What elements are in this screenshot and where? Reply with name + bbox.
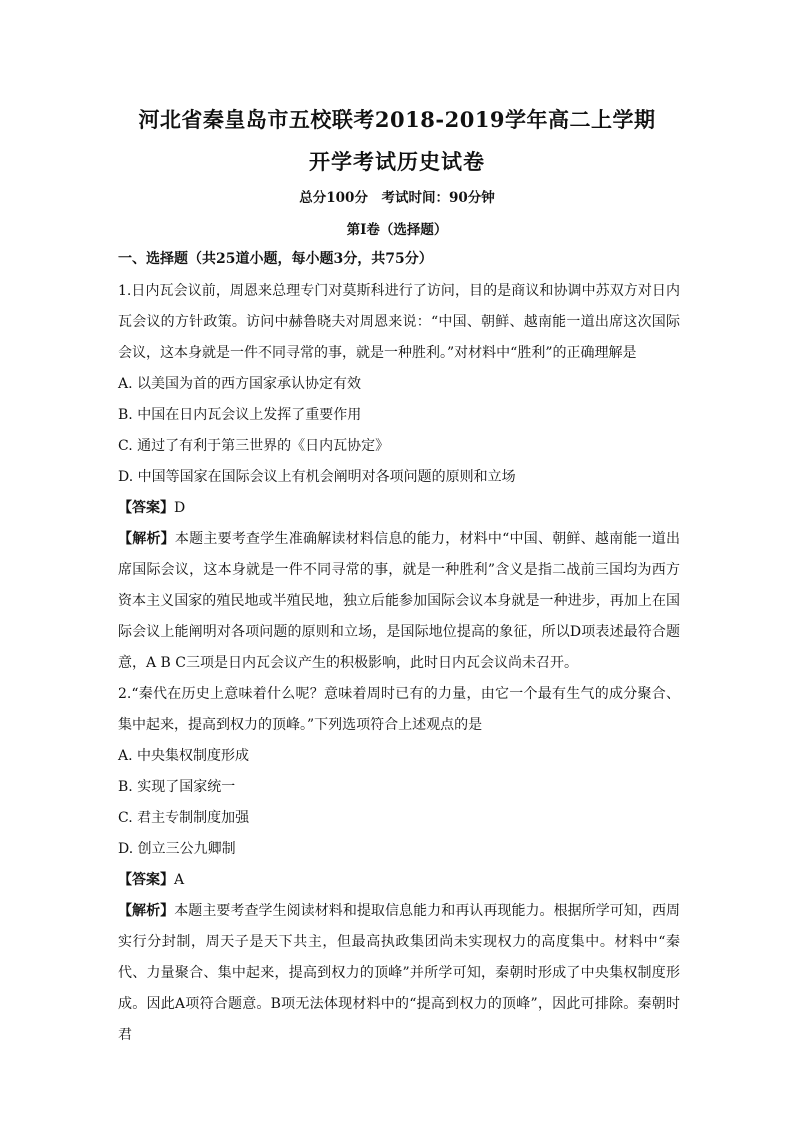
analysis-paragraph <box>118 524 680 679</box>
option-a: A. 以美国为首的西方国家承认协定有效 <box>118 376 362 392</box>
analysis-text: 本题主要考查学生阅读材料和提取信息能力和再认再现能力。根据所学可知，西周实行分封制，周天子是天下共主，但最高执政集团尚未实现权力的高度集中。材料中“秦代、力量聚合、集中起来，提高到权力的顶峰”并所学可知，秦朝时形成了中央集权制度形成。因此A项符合题意。B项无法体现材料中的“提高到权力的顶峰”，因此可排除。秦朝时君 <box>118 903 681 1043</box>
exam-meta: 总分100分 考试时间：90分钟 <box>299 190 495 206</box>
question-list <box>118 276 680 1051</box>
exam-title-line2: 开学考试历史试卷 <box>309 149 485 174</box>
answer-label: 【答案】 <box>118 500 174 516</box>
option-c: C. 君主专制制度加强 <box>118 810 250 826</box>
answer-line <box>118 865 680 896</box>
option-b: B. 实现了国家统一 <box>118 779 236 795</box>
option-b: B. 中国在日内瓦会议上发挥了重要作用 <box>118 407 362 423</box>
answer-value: A <box>174 872 185 888</box>
option-c: C. 通过了有利于第三世界的《日内瓦协定》 <box>118 438 390 454</box>
volume-heading: 第I卷（选择题） <box>346 222 448 238</box>
answer-value: D <box>174 500 186 516</box>
question-stem: 2.“秦代在历史上意味着什么呢？意味着周时已有的力量，由它一个最有生气的成分聚合、集中起来，提高到权力的顶峰。”下列选项符合上述观点的是 <box>118 686 680 733</box>
section-heading: 一、选择题（共25道小题，每小题3分，共75分） <box>118 251 433 267</box>
answer-line <box>118 493 680 524</box>
analysis-label: 【解析】 <box>118 531 175 547</box>
option-a: A. 中央集权制度形成 <box>118 748 250 764</box>
question-stem: 1.日内瓦会议前，周恩来总理专门对莫斯科进行了访问，目的是商议和协调中苏双方对日内瓦会议的方针政策。访问中赫鲁晓夫对周恩来说：“中国、朝鲜、越南能一道出席这次国际会议，这本身就是一件不同寻常的事，就是一种胜利。”对材料中“胜利”的正确理解是 <box>118 283 680 361</box>
analysis-label: 【解析】 <box>118 903 175 919</box>
option-d: D. 中国等国家在国际会议上有机会阐明对各项问题的原则和立场 <box>118 469 516 485</box>
analysis-paragraph <box>118 896 680 1051</box>
exam-title-line1: 河北省秦皇岛市五校联考2018-2019学年高二上学期 <box>138 107 656 132</box>
option-d: D. 创立三公九卿制 <box>118 841 236 857</box>
analysis-text: 本题主要考查学生准确解读材料信息的能力，材料中“中国、朝鲜、越南能一道出席国际会议，这本身就是一件不同寻常的事，就是一种胜利”含义是指二战前三国均为西方资本主义国家的殖民地或半殖民地，独立后能参加国际会议本身就是一种进步，再加上在国际会议上能阐明对各项问题的原则和立场，是国际地位提高的象征，所以D项表述最符合题意，A B C三项是日内瓦会议产生的积极影响，此时日内瓦会议尚未召开。 <box>118 531 681 671</box>
answer-label: 【答案】 <box>118 872 174 888</box>
